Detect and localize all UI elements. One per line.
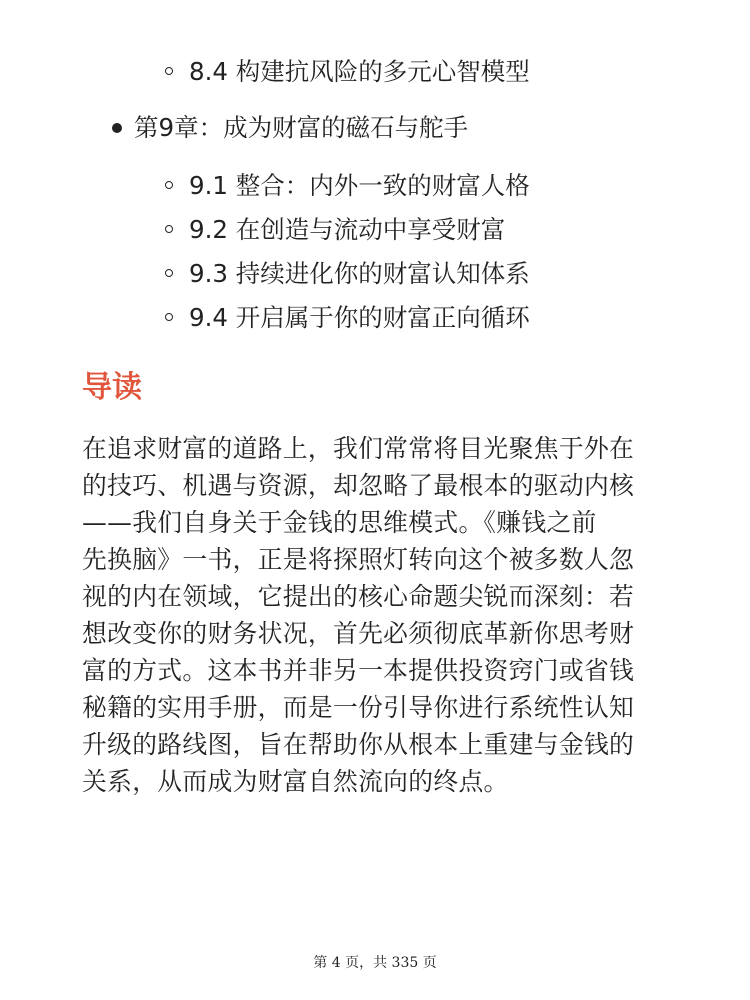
paragraph-line: ——我们自身关于金钱的思维模式。《赚钱之前 bbox=[82, 508, 597, 537]
hollow-bullet-icon bbox=[165, 67, 173, 75]
paragraph-line: 视的内在领域，它提出的核心命题尖锐而深刻：若 bbox=[82, 582, 635, 611]
hollow-bullet-icon bbox=[165, 181, 173, 189]
toc-sub-item-label: 9.3 持续进化你的财富认知体系 bbox=[189, 259, 530, 288]
paragraph-line: 关系，从而成为财富自然流向的终点。 bbox=[82, 767, 509, 796]
paragraph-line: 富的方式。这本书并非另一本提供投资窍门或省钱 bbox=[82, 656, 635, 685]
toc-sub-item-label: 9.4 开启属于你的财富正向循环 bbox=[189, 303, 530, 332]
toc-sub-item-label: 9.1 整合：内外一致的财富人格 bbox=[189, 171, 530, 200]
paragraph-line: 秘籍的实用手册，而是一份引导你进行系统性认知 bbox=[82, 693, 635, 722]
page-number-footer: 第 4 页，共 335 页 bbox=[313, 955, 437, 971]
hollow-bullet-icon bbox=[165, 269, 173, 277]
paragraph-line: 想改变你的财务状况，首先必须彻底革新你思考财 bbox=[82, 619, 635, 648]
toc-chapter-label: 第9章：成为财富的磁石与舵手 bbox=[134, 113, 469, 142]
paragraph-line: 升级的路线图，旨在帮助你从根本上重建与金钱的 bbox=[82, 730, 635, 759]
toc-sub-item-label: 9.2 在创造与流动中享受财富 bbox=[189, 215, 506, 244]
section-heading: 导读 bbox=[82, 370, 142, 405]
hollow-bullet-icon bbox=[165, 225, 173, 233]
toc-sub-item-label: 8.4 构建抗风险的多元心智模型 bbox=[189, 57, 530, 86]
hollow-bullet-icon bbox=[165, 313, 173, 321]
paragraph-line: 在追求财富的道路上，我们常常将目光聚焦于外在 bbox=[82, 434, 635, 463]
filled-bullet-icon bbox=[112, 123, 122, 133]
paragraph-line: 的技巧、机遇与资源，却忽略了最根本的驱动内核 bbox=[82, 471, 635, 500]
paragraph-line: 先换脑》一书，正是将探照灯转向这个被多数人忽 bbox=[82, 545, 635, 574]
